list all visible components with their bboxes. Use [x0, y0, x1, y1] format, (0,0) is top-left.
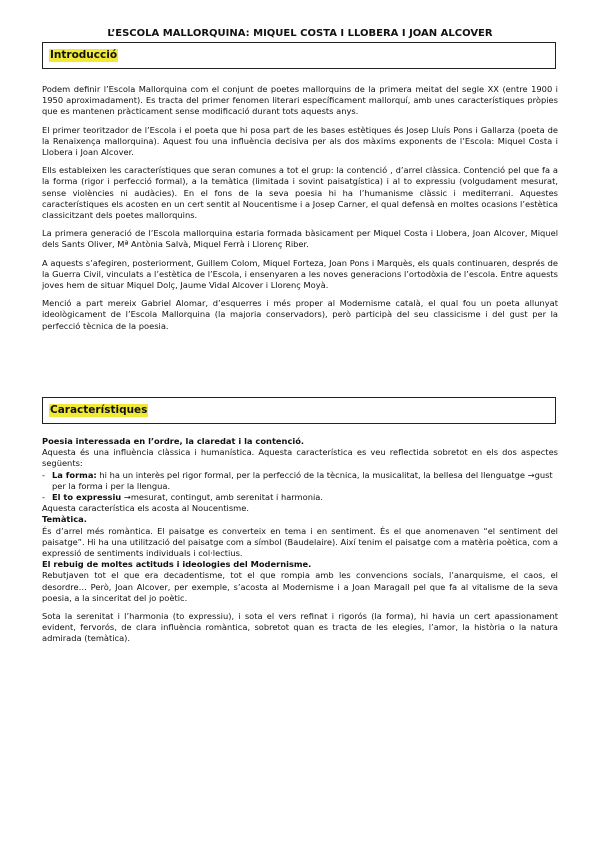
bullet-dash: - — [42, 492, 45, 503]
feature-text: És d’arrel més romàntica. El paisatge es converteix en tema i en sentiment. És el que anomenaven “el sentiment del paisatge”. Hi ha una utilització del paisatge com a símbol (Baudelaire). Així tenim el paisatge com a matèria poètica, com a expressió de sentiments individuals i col·lectius. — [42, 525, 558, 559]
feature-text: Aquesta és una influència clàssica i humanística. Aquesta característica es veu reflectida sobretot en els dos aspectes següents: — [42, 447, 558, 469]
intro-paragraph: El primer teoritzador de l’Escola i el poeta que hi posa part de les bases estètiques és Josep Lluís Pons i Gallarza (poeta de la Renaixença mallorquina). Aquest fou una influència decisiva per als dos màxims exponents de l’Escola: Miquel Costa i Llobera i Joan Alcover. — [42, 124, 558, 158]
section-label-features: Característiques — [50, 404, 148, 416]
features-body — [42, 436, 558, 645]
intro-paragraph: Ells estableixen les característiques que seran comunes a tot el grup: la contenció , d’arrel clàssica. Contenció pel que fa a la forma (rigor i perfecció formal), a la temàtica (limitada i sovint paisatgística) i al to expressiu (volgudament mesurat, sense violències ni audàcies). En el fons de la seva poesia hi ha l’humanisme clàssic i mediterrani. Aquestes característiques els acosten en un cert sentit al Noucentisme i a Josep Carner, el qual defensà en moltes ocasions l’estètica classicitzant dels poetes mallorquins. — [42, 165, 558, 221]
feature-text: Rebutjaven tot el que era decadentisme, tot el que rompia amb les convencions socials, l’anarquisme, el caos, el desordre… Però, Joan Alcover, per exemple, s’acosta al Modernisme i a Joan Maragall pel que fa al vitalisme de la seva poesia, a la sinceritat del jo poètic. — [42, 570, 558, 603]
section-box-features — [42, 397, 556, 424]
bullet-item-tone — [42, 492, 558, 503]
introduction-body — [42, 84, 558, 332]
document-title: L’ESCOLA MALLORQUINA: MIQUEL COSTA I LLOBERA I JOAN ALCOVER — [107, 28, 493, 39]
bullet-label: El to expressiu — [52, 492, 122, 503]
section-label-introduction: Introducció — [50, 49, 118, 61]
section-box-introduction — [42, 42, 556, 69]
feature-heading-order: Poesia interessada en l’ordre, la claredat i la contenció. — [42, 436, 305, 446]
bullet-text: hi ha un interès pel rigor formal, per la perfecció de la tècnica, la musicalitat, la bellesa del llenguatge →gust per la forma i per la llengua. — [52, 469, 553, 491]
feature-closing: Aquesta característica els acosta al Noucentisme. — [42, 503, 249, 514]
bullet-label: La forma: — [52, 469, 97, 480]
bullet-text: →mesurat, contingut, amb serenitat i harmonia. — [121, 492, 323, 503]
bullet-dash: - — [42, 469, 45, 480]
feature-heading-rejection: El rebuig de moltes actituds i ideologies del Modernisme. — [42, 559, 312, 570]
feature-bullet-list — [42, 470, 558, 504]
intro-paragraph: La primera generació de l’Escola mallorquina estaria formada bàsicament per Miquel Costa i Llobera, Joan Alcover, Miquel dels Sants Oliver, Mª Antònia Salvà, Miquel Ferrà i Llorenç Riber. — [42, 228, 558, 250]
intro-paragraph: Menció a part mereix Gabriel Alomar, d’esquerres i més proper al Modernisme català, el qual fou un poeta allunyat ideològicament de l’Escola Mallorquina (la majoria conservadors), però participà del seu classicisme i del gust per la perfecció tècnica de la poesia. — [42, 298, 558, 331]
bullet-item-form — [42, 470, 558, 492]
intro-paragraph: Podem definir l’Escola Mallorquina com el conjunt de poetes mallorquins de la primera meitat del segle XX (entre 1900 i 1950 aproximadament). Es tracta del primer fenomen literari específicament mallorquí, amb unes característiques pròpies que es mantenen pràcticament sense modificació durant tots aquests anys. — [42, 84, 558, 117]
feature-heading-theme: Temàtica. — [42, 514, 87, 525]
feature-text: Sota la serenitat i l’harmonia (to expressiu), i sota el vers refinat i rigorós (la forma), hi havia un cert apassionament evident, fervorós, de clara influència romàntica, sobretot quan es tracta de les elegies, l’amor, la història o la natura admirada (temàtica). — [42, 611, 558, 644]
intro-paragraph: A aquests s’afegiren, posteriorment, Guillem Colom, Miquel Forteza, Joan Pons i Marquès, els quals continuaren, després de la Guerra Civil, vinculats a l’estètica de l’Escola, i ensenyaren a les noves generacions l’ortodòxia de l’escola. Entre aquests joves hem de situar Miquel Dolç, Jaume Vidal Alcover i Llorenç Moyà. — [42, 257, 558, 291]
